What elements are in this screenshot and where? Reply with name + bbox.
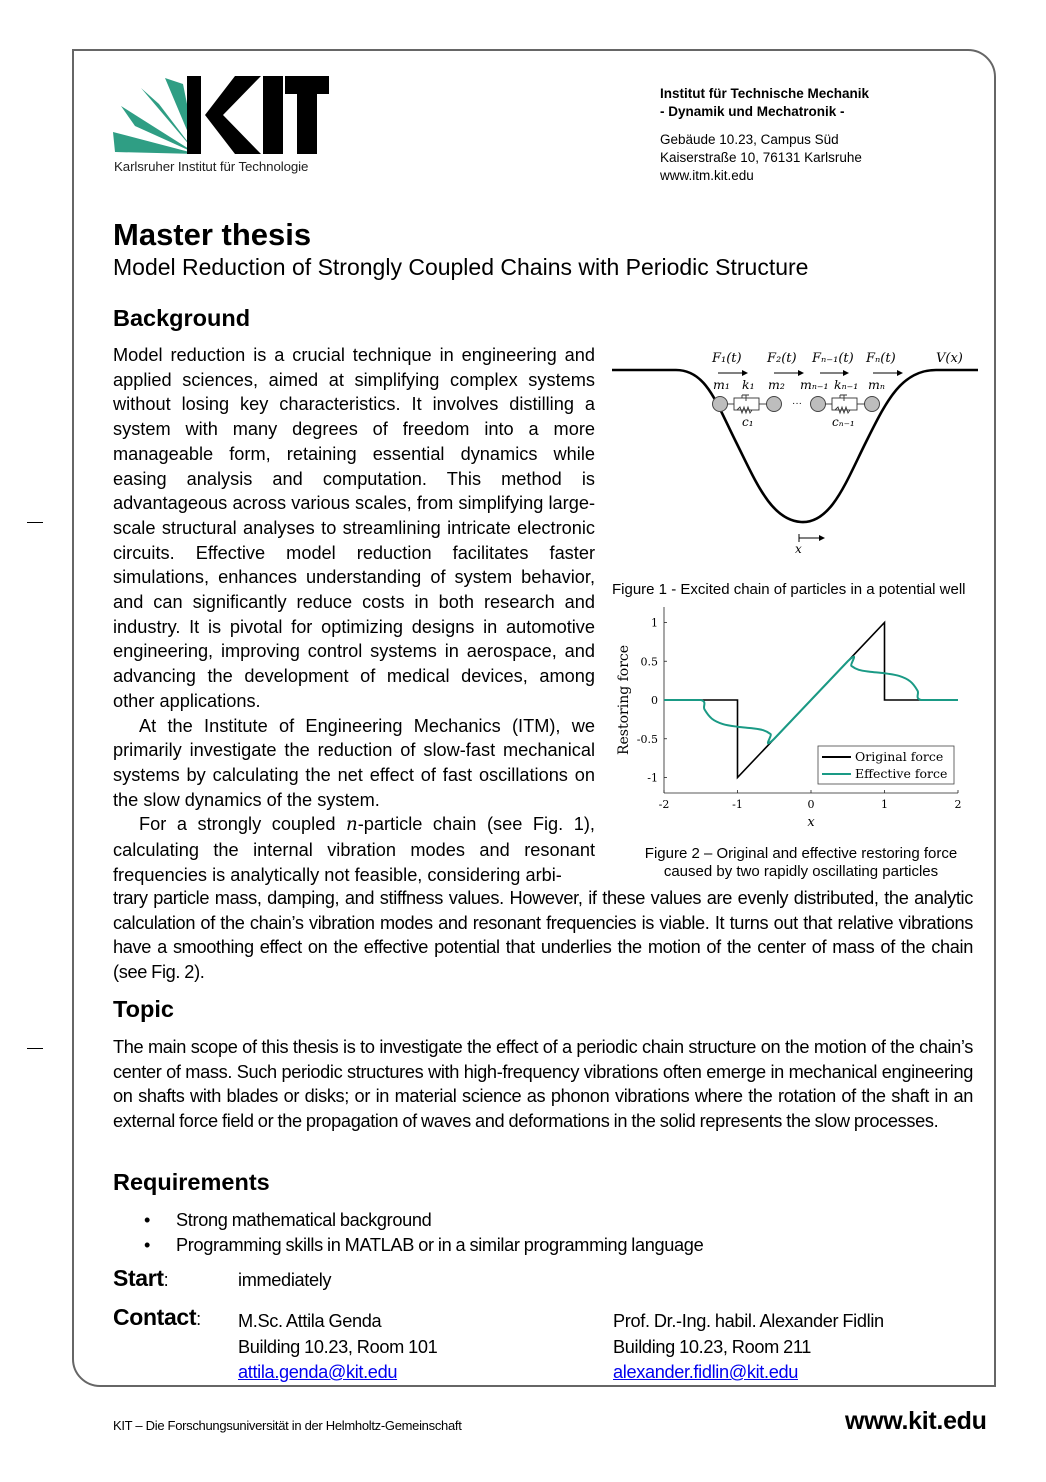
spring-damper-1 (728, 395, 767, 413)
spring-label-1: k₁ (742, 377, 755, 392)
x-tick-label: -1 (732, 798, 743, 811)
text-span: -particle chain (see Fig. 1), calculating the internal vibration modes and resonant frequencies is analytically not feasible, considering arbi- (113, 814, 595, 885)
requirement-item: • Programming skills in MATLAB or in a similar programming language (113, 1233, 703, 1258)
figure-2-caption (606, 845, 996, 881)
figure-1 (606, 342, 986, 562)
potential-label: V(x) (936, 351, 963, 366)
document-subtitle: Model Reduction of Strongly Coupled Chains with Periodic Structure (113, 254, 809, 280)
institute-website: www.itm.kit.edu (660, 168, 754, 183)
mass-circle (865, 397, 880, 412)
logo-subtitle: Karlsruher Institut für Technologie (114, 159, 309, 174)
x-tick-label: 0 (807, 798, 815, 811)
y-tick-label: 0 (651, 694, 658, 707)
spring-damper-n-1 (826, 395, 865, 413)
background-para-3-continued: trary particle mass, damping, and stiffness values. However, if these values are evenly distributed, the analytic calculation of the chain’s vibration modes and resonant frequencies is viable. It turns out that relative vibrations have a smoothing effect on the effective potential that underlies the motion of the center of mass of the chain (see Fig. 2). (113, 888, 973, 983)
contact-label: Contact (113, 1304, 197, 1330)
figure-2-caption-line-1: Figure 2 – Original and effective restoring force (644, 845, 958, 862)
force-label-1: F₁(t) (712, 351, 742, 366)
start-label: Start (113, 1265, 164, 1291)
legend-label: Original force (855, 749, 944, 764)
chart-axes (616, 607, 962, 830)
spring-label-n-1: kₙ₋₁ (834, 377, 859, 392)
logo-letter-k (205, 76, 261, 154)
kit-logo (113, 76, 329, 156)
contact-room: Building 10.23, Room 211 (613, 1336, 812, 1357)
mass-label-n: mₙ (868, 377, 885, 392)
figure-1-caption: Figure 1 - Excited chain of particles in a potential well (612, 581, 966, 598)
document-title: Master thesis (113, 217, 312, 252)
damper-label-n-1: cₙ₋₁ (832, 415, 855, 429)
start-value: immediately (238, 1270, 332, 1290)
contact-name: Prof. Dr.-Ing. habil. Alexander Fidlin (613, 1311, 884, 1331)
figure-1-diagram (606, 342, 986, 557)
contact-room: Building 10.23, Room 101 (238, 1336, 438, 1357)
margin-fold-mark (27, 522, 43, 523)
requirements-list (113, 1208, 703, 1257)
institute-department: - Dynamik und Mechatronik - (660, 104, 845, 119)
x-tick-label: 2 (954, 798, 962, 811)
contact-person-2 (613, 1309, 884, 1386)
background-para-1: Model reduction is a crucial technique in engineering and applied sciences, aimed at simplifying complex systems without losing key characteristics. It involves distilling a system with many degrees of freedom into a more manageable form, retaining essential dynamics while easing analysis and computation. This method is advantageous across various scales, from simplifying large-scale structural analyses to streamlining intricate electronic circuits. Effective model reduction facilitates faster simulations, enhances understanding of system behavior, and can significantly reduce costs in both research and industry. It is pivotal for optimizing designs in automotive engineering, improving control systems in aerospace, and advancing the development of medical devices, among other applications. (113, 345, 595, 711)
chain-ellipsis: ··· (792, 398, 802, 409)
y-tick-label: 1 (651, 616, 658, 630)
logo-letter-i (263, 76, 283, 154)
background-para-2: At the Institute of Engineering Mechanics (ITM), we primarily investigate the reduction of slow-fast mechanical systems by calculating the net effect of fast oscillations on the slow dynamics of the system. (113, 715, 595, 810)
figure-2-caption-line-2: caused by two rapidly oscillating particles (663, 863, 939, 880)
start-colon: : (163, 1270, 169, 1290)
heading-topic: Topic (113, 996, 174, 1022)
x-axis-label: x (807, 815, 815, 830)
damper-label-1: c₁ (742, 415, 754, 429)
legend-label: Effective force (855, 766, 948, 781)
figure-2 (606, 600, 996, 845)
y-tick-label: 0.5 (640, 655, 658, 669)
contact-email-link[interactable]: attila.genda@kit.edu (238, 1362, 398, 1382)
contact-colon: : (196, 1309, 201, 1329)
chart-legend (818, 746, 954, 784)
address-building: Gebäude 10.23, Campus Süd (660, 132, 839, 147)
y-tick-label: -0.5 (636, 732, 658, 746)
mass-circle (713, 397, 728, 412)
force-label-n: Fₙ(t) (866, 351, 896, 366)
topic-text: The main scope of this thesis is to investigate the effect of a periodic chain structure on the motion of the chain’s center of mass. Such periodic structures with high-frequency vibrations often emerge in mechanical engineering on shafts with blades or disks; or in material science as phonon vibrations where the rotation of the shaft in an external force field or the propagation of waves and deformations in the solid represents the slow processes. (113, 1037, 973, 1132)
contact-email-link[interactable]: alexander.fidlin@kit.edu (613, 1362, 798, 1382)
logo-letter-t (297, 76, 317, 154)
heading-background: Background (113, 305, 251, 331)
mass-label-2: m₂ (768, 377, 785, 392)
x-tick-label: -2 (658, 798, 670, 811)
y-tick-label: -1 (647, 771, 658, 785)
force-label-n-1: Fₙ₋₁(t) (812, 351, 854, 366)
math-var-n: n (345, 814, 358, 836)
footer-website: www.kit.edu (845, 1407, 987, 1435)
x-label: x (795, 542, 802, 556)
requirement-item: • Strong mathematical background (113, 1208, 703, 1233)
margin-fold-mark (27, 1048, 43, 1049)
restoring-force-chart (606, 600, 996, 840)
text-span: For a strongly coupled (139, 814, 346, 835)
background-para-3 (113, 812, 595, 887)
force-label-2: F₂(t) (767, 351, 797, 366)
mass-label-1: m₁ (713, 377, 730, 392)
background-text (113, 343, 595, 887)
logo-ray (113, 132, 197, 154)
kit-logo-graphic (113, 76, 329, 156)
footer-tagline: KIT – Die Forschungsuniversität in der Helmholtz-Gemeinschaft (113, 1418, 462, 1433)
institute-name: Institut für Technische Mechanik (660, 86, 870, 101)
potential-well-curve (612, 370, 978, 522)
y-axis-label: Restoring force (616, 644, 632, 756)
x-tick-label: 1 (881, 798, 888, 811)
logo-letter-k (187, 76, 201, 154)
institute-address (660, 85, 869, 185)
contact-name: M.Sc. Attila Genda (238, 1311, 382, 1331)
heading-requirements: Requirements (113, 1169, 270, 1195)
mass-label-n-1: mₙ₋₁ (800, 377, 829, 392)
mass-circle (811, 397, 826, 412)
contact-person-1 (238, 1309, 437, 1386)
mass-circle (767, 397, 782, 412)
address-street: Kaiserstraße 10, 76131 Karlsruhe (660, 150, 862, 165)
